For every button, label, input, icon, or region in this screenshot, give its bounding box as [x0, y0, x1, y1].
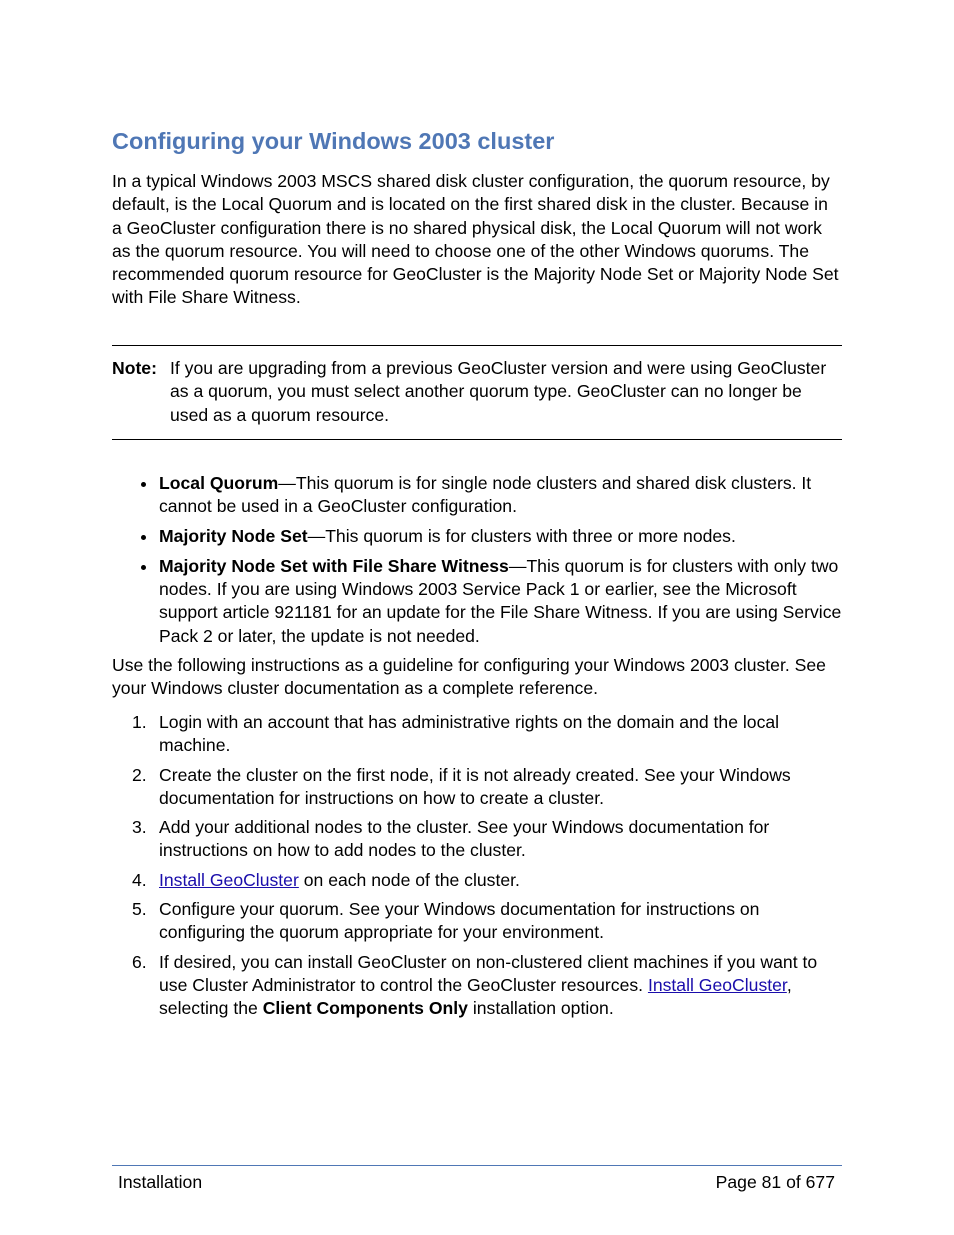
list-item — [112, 816, 842, 863]
step-text: If desired, you can install GeoCluster on non-clustered client machines if you want to use Cluster Administrator to control the GeoCluster resources. — [159, 951, 818, 995]
step-number: 3. — [132, 817, 147, 838]
step-bold-text: Client Components Only — [262, 998, 468, 1019]
note-text: If you are upgrading from a previous GeoCluster version and were using GeoCluster as a quorum, you must select another quorum type. GeoCluster can no longer be used as a quorum resource. — [170, 358, 827, 425]
step-number: 2. — [132, 764, 147, 785]
quorum-types-list — [112, 472, 842, 655]
step-text: Create the cluster on the first node, if it is not already created. See your Windows documentation for instructions on how to create a cluster. — [159, 764, 791, 808]
step-text: Login with an account that has administrative rights on the domain and the local machine. — [159, 712, 780, 756]
list-item — [112, 951, 842, 1021]
bullet-dot-icon — [141, 565, 146, 570]
bullet-dot-icon — [141, 535, 146, 540]
step-number: 5. — [132, 899, 147, 920]
step-text: , selecting the — [159, 974, 792, 1019]
list-item — [112, 555, 842, 648]
bullet-dot-icon — [141, 482, 146, 487]
note-label: Note: — [112, 358, 157, 378]
list-item — [112, 525, 842, 548]
bullet-term: Local Quorum — [159, 473, 279, 493]
install-geocluster-link[interactable]: Install GeoCluster — [159, 869, 299, 890]
bullet-text: —This quorum is for single node clusters and shared disk clusters. It cannot be used in a GeoCluster configuration. — [159, 473, 812, 517]
step-text: on each node of the cluster. — [298, 869, 520, 890]
guide-paragraph: Use the following instructions as a guideline for configuring your Windows 2003 cluster. See your Windows cluster documentation as a complete reference. — [112, 655, 826, 699]
note-box — [112, 345, 842, 440]
list-item — [112, 898, 842, 945]
footer-section-title: Installation — [118, 1172, 203, 1192]
list-item — [112, 869, 842, 892]
list-item — [112, 472, 842, 519]
list-item — [112, 764, 842, 811]
steps-list — [112, 711, 842, 1027]
step-number: 1. — [132, 712, 147, 732]
step-text: installation option. — [467, 998, 614, 1019]
section-heading: Configuring your Windows 2003 cluster — [112, 128, 555, 154]
intro-paragraph: In a typical Windows 2003 MSCS shared disk cluster configuration, the quorum resource, by default, is the Local Quorum and is located on the first shared disk in the cluster. Because in a GeoCluster configuration there is no shared physical disk, the Local Quorum will not work as the quorum resource. You will need to choose one of the other Windows quorums. The recommended quorum resource for GeoCluster is the Majority Node Set or Majority Node Set with File Share Witness. — [112, 171, 839, 308]
footer-page-number: Page 81 of 677 — [715, 1172, 835, 1192]
bullet-term: Majority Node Set — [159, 526, 308, 547]
bullet-text: —This quorum is for clusters with only two nodes. If you are using Windows 2003 Service Pack 1 or earlier, see the Microsoft support article 921181 for an update for the File Share Witness. If you are using Service Pack 2 or later, the update is not needed. — [159, 555, 842, 646]
step-number: 6. — [132, 951, 147, 972]
step-text: Add your additional nodes to the cluster. See your Windows documentation for instructions on how to add nodes to the cluster. — [159, 817, 770, 861]
bullet-text: —This quorum is for clusters with three or more nodes. — [307, 526, 736, 547]
list-item — [112, 711, 842, 758]
step-number: 4. — [132, 869, 147, 890]
footer-rule — [112, 1165, 842, 1166]
bullet-term: Majority Node Set with File Share Witness — [159, 555, 509, 576]
install-geocluster-link[interactable]: Install GeoCluster — [647, 974, 787, 995]
step-text: Configure your quorum. See your Windows documentation for instructions on configuring the quorum appropriate for your environment. — [159, 899, 760, 943]
